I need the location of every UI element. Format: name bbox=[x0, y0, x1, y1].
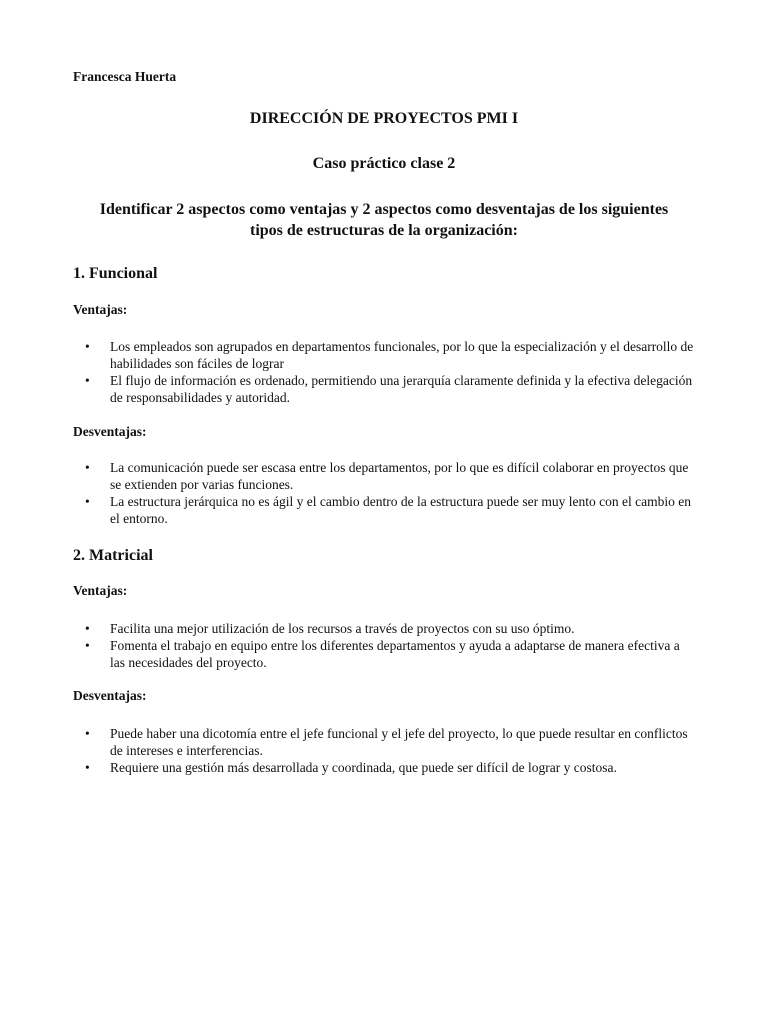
list-item-text: Los empleados son agrupados en departamentos funcionales, por lo que la especialización y el desarrollo de habilidades son fáciles de lograr bbox=[110, 339, 694, 371]
bullet-icon: • bbox=[85, 460, 90, 475]
list-item bbox=[0, 620, 695, 637]
list-item-text: Puede haber una dicotomía entre el jefe funcional y el jefe del proyecto, lo que puede resultar en conflictos de intereses e interferencias. bbox=[110, 726, 688, 758]
bullet-icon: • bbox=[85, 621, 90, 636]
list-item-text: Facilita una mejor utilización de los recursos a través de proyectos con su uso óptimo. bbox=[110, 621, 575, 636]
list-item bbox=[0, 759, 695, 776]
section-heading-matricial: 2. Matricial bbox=[73, 547, 153, 564]
document-title: DIRECCIÓN DE PROYECTOS PMI I bbox=[249, 110, 519, 127]
bullet-icon: • bbox=[85, 638, 90, 653]
ventajas-label-matricial: Ventajas: bbox=[73, 583, 128, 598]
author-name: Francesca Huerta bbox=[73, 69, 177, 84]
section-heading-funcional: 1. Funcional bbox=[73, 265, 158, 282]
bullet-icon: • bbox=[85, 339, 90, 354]
bullet-icon: • bbox=[85, 726, 90, 741]
list-item bbox=[0, 338, 695, 372]
list-item bbox=[0, 725, 695, 759]
bullet-icon: • bbox=[85, 760, 90, 775]
bullet-icon: • bbox=[85, 494, 90, 509]
list-item-text: Requiere una gestión más desarrollada y coordinada, que puede ser difícil de lograr y costosa. bbox=[110, 760, 617, 775]
desventajas-label-funcional: Desventajas: bbox=[73, 424, 147, 439]
desventajas-label-matricial: Desventajas: bbox=[73, 688, 147, 703]
ventajas-list-matricial bbox=[0, 620, 768, 671]
list-item bbox=[0, 493, 695, 527]
list-item-text: La estructura jerárquica no es ágil y el cambio dentro de la estructura puede ser muy lento con el cambio en el entorno. bbox=[110, 494, 692, 526]
list-item-text: La comunicación puede ser escasa entre los departamentos, por lo que es difícil colaborar en proyectos que se extienden por varias funciones. bbox=[110, 460, 689, 492]
list-item-text: El flujo de información es ordenado, permitiendo una jerarquía claramente definida y la efectiva delegación de responsabilidades y autoridad. bbox=[110, 373, 693, 405]
list-item bbox=[0, 637, 695, 671]
desventajas-list-funcional bbox=[0, 459, 768, 527]
list-item bbox=[0, 459, 695, 493]
list-item-text: Fomenta el trabajo en equipo entre los diferentes departamentos y ayuda a adaptarse de manera efectiva a las necesidades del proyecto. bbox=[110, 638, 680, 670]
ventajas-label-funcional: Ventajas: bbox=[73, 302, 128, 317]
document-subtitle: Caso práctico clase 2 bbox=[312, 155, 456, 172]
instruction-text: Identificar 2 aspectos como ventajas y 2 aspectos como desventajas de los siguientes tipos de estructuras de la organización: bbox=[99, 201, 669, 239]
desventajas-list-matricial bbox=[0, 725, 768, 776]
ventajas-list-funcional bbox=[0, 338, 768, 406]
bullet-icon: • bbox=[85, 373, 90, 388]
list-item bbox=[0, 372, 695, 406]
